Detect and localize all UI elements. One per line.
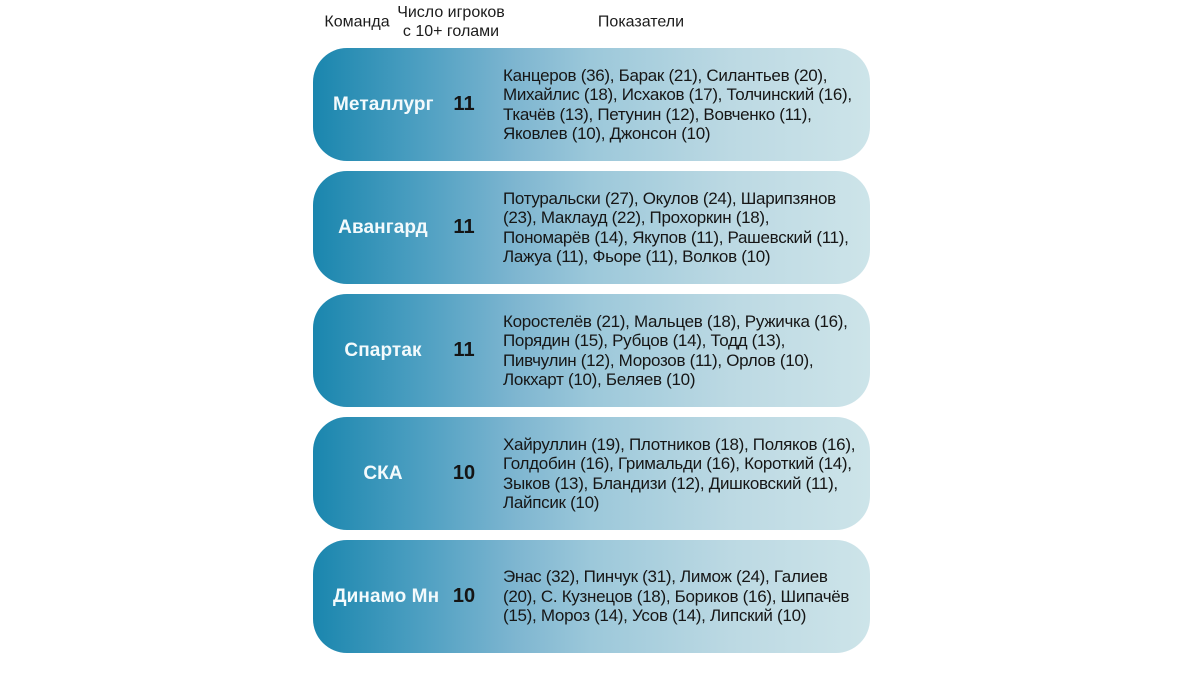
table-row: [313, 48, 870, 161]
players-count: 11: [453, 93, 475, 115]
table-row: [313, 540, 870, 653]
players-count: 10: [452, 585, 476, 607]
team-name: СКА: [363, 462, 403, 484]
team-name: Металлург: [333, 93, 434, 115]
players-count: 11: [453, 339, 475, 361]
column-header-count: [397, 3, 505, 41]
column-header-count-line2: с 10+ голами: [402, 23, 500, 40]
players-count: 10: [452, 462, 476, 484]
players-list: Канцеров (36), Барак (21), Силантьев (20), Михайлис (18), Исхаков (17), Толчинский (16), Ткачёв (13), Петунин (12), Вовченко (11), Яковлев (10), Джонсон (10): [503, 65, 852, 143]
team-name: Авангард: [338, 216, 428, 238]
table-row: [313, 417, 870, 530]
players-count: 11: [453, 216, 475, 238]
table-row: [313, 294, 870, 407]
players-list: Потуральски (27), Окулов (24), Шарипзянов (23), Маклауд (22), Прохоркин (18), Пономарёв (14), Якупов (11), Рашевский (11), Лажуа (11), Фьоре (11), Волков (10): [503, 188, 849, 266]
players-list: Энас (32), Пинчук (31), Лимож (24), Галиев (20), С. Кузнецов (18), Бориков (16), Шипачёв (15), Мороз (14), Усов (14), Липский (10): [503, 567, 850, 626]
goals-table: [313, 0, 870, 663]
players-list: Хайруллин (19), Плотников (18), Поляков (16), Голдобин (16), Гримальди (16), Короткий (14), Зыков (13), Бландизи (12), Дишковский (11), Лайпсик (10): [503, 434, 856, 512]
column-header-team: Команда: [324, 13, 390, 31]
players-list: Коростелёв (21), Мальцев (18), Ружичка (16), Порядин (15), Рубцов (14), Тодд (13), Пивчулин (12), Морозов (11), Орлов (10), Локхарт (10), Беляев (10): [503, 311, 848, 389]
column-header-count-line1: Число игроков: [397, 4, 505, 21]
table-row: [313, 171, 870, 284]
column-header-players: Показатели: [597, 13, 685, 31]
table-header: [313, 0, 870, 48]
team-name: Динамо Мн: [333, 585, 440, 607]
team-name: Спартак: [344, 339, 422, 361]
